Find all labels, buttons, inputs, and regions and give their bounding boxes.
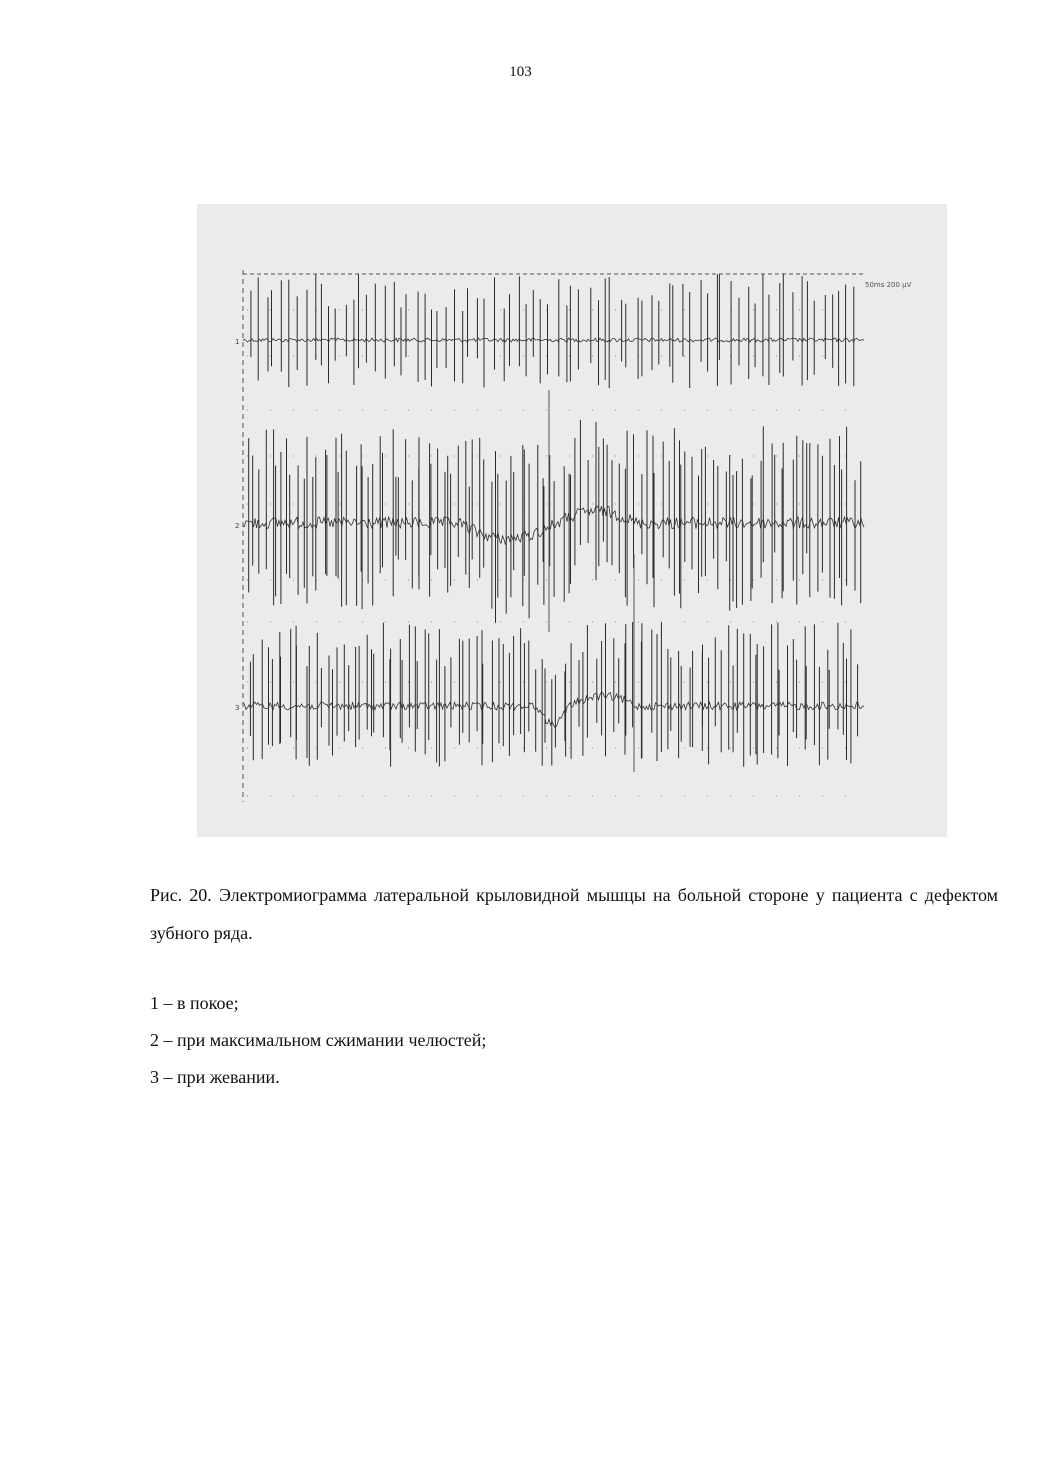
channel-1-baseline <box>243 338 864 342</box>
page-number: 103 <box>509 64 532 80</box>
emg-plot <box>197 204 947 837</box>
channel-3-label: 3 <box>235 704 240 712</box>
channel-3-baseline <box>243 692 864 727</box>
legend-item-1: 1 – в покое; <box>150 993 239 1013</box>
legend-item-2: 2 – при максимальном сжимании челюстей; <box>150 1030 487 1050</box>
legend-item-3: 3 – при жевании. <box>150 1067 280 1087</box>
emg-figure <box>197 204 947 837</box>
figure-legend <box>150 990 998 1101</box>
scale-label: 50ms 200 μV <box>865 281 912 289</box>
channel-1-label: 1 <box>235 338 240 346</box>
channel-2-label: 2 <box>235 522 240 530</box>
emg-traces <box>243 274 864 773</box>
figure-caption: Рис. 20. Электромиограмма латеральной крыловидной мышцы на больной стороне у пациента с дефектом зубного ряда. <box>150 885 998 943</box>
